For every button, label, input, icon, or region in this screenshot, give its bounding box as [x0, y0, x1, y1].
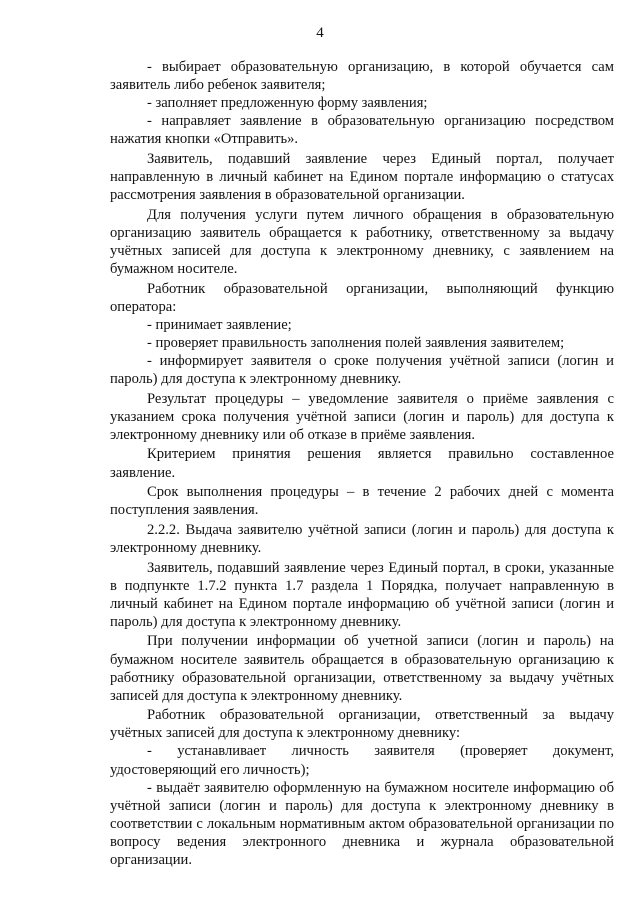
paragraph: Для получения услуги путем личного обращения в образовательную организацию заявитель обращается к работнику, ответственному за выдачу учётных записей для доступа к электронному дневнику, с заявлением на бумажном носителе. — [110, 206, 614, 278]
paragraph: При получении информации об учетной записи (логин и пароль) на бумажном носителе заявитель обращается в образовательную организацию к работнику образовательной организации, ответственному за выдачу учётных записей для доступа к электронному дневнику. — [110, 633, 614, 704]
paragraph: - информирует заявителя о сроке получения учётной записи (логин и пароль) для доступа к электронному дневнику. — [110, 353, 614, 388]
paragraph: Заявитель, подавший заявление через Единый портал, в сроки, указанные в подпункте 1.7.2 пункта 1.7 раздела 1 Порядка, получает направленную в личный кабинет на Едином портале информацию об учётной записи (логин и пароль) для доступа к электронному дневнику. — [110, 559, 614, 630]
document-body — [110, 58, 614, 869]
paragraph: Работник образовательной организации, ответственный за выдачу учётных записей для доступа к электронному дневнику: — [110, 707, 614, 742]
page-number: 4 — [316, 25, 324, 41]
paragraph: Работник образовательной организации, выполняющий функцию оператора: — [110, 280, 614, 315]
paragraph: Критерием принятия решения является правильно составленное заявление. — [110, 446, 614, 481]
paragraph: Заявитель, подавший заявление через Единый портал, получает направленную в личный кабинет на Едином портале информацию о статусах рассмотрения заявления в образовательной организации. — [110, 150, 614, 204]
paragraph: Результат процедуры – уведомление заявителя о приёме заявления с указанием срока получения учётной записи (логин и пароль) для доступа к электронному дневнику или об отказе в приёме заявления. — [110, 390, 614, 443]
paragraph: - принимает заявление; — [147, 316, 292, 333]
paragraph: - направляет заявление в образовательную организацию посредством нажатия кнопки «Отправить». — [110, 113, 614, 148]
paragraph: - выдаёт заявителю оформленную на бумажном носителе информацию об учётной записи (логин и пароль) для доступа к электронному дневнику в соответствии с локальным нормативным актом образовательной организации по вопросу ведения электронного дневника и журнала образовательной организации. — [110, 779, 614, 869]
paragraph: - устанавливает личность заявителя (проверяет документ, удостоверяющий его личность); — [110, 743, 614, 778]
paragraph: 2.2.2. Выдача заявителю учётной записи (логин и пароль) для доступа к электронному дневнику. — [110, 521, 614, 556]
paragraph: - заполняет предложенную форму заявления; — [147, 95, 428, 112]
paragraph: Срок выполнения процедуры – в течение 2 рабочих дней с момента поступления заявления. — [110, 484, 614, 519]
paragraph: - выбирает образовательную организацию, в которой обучается сам заявитель либо ребенок заявителя; — [110, 59, 614, 94]
paragraph: - проверяет правильность заполнения полей заявления заявителем; — [147, 334, 565, 351]
